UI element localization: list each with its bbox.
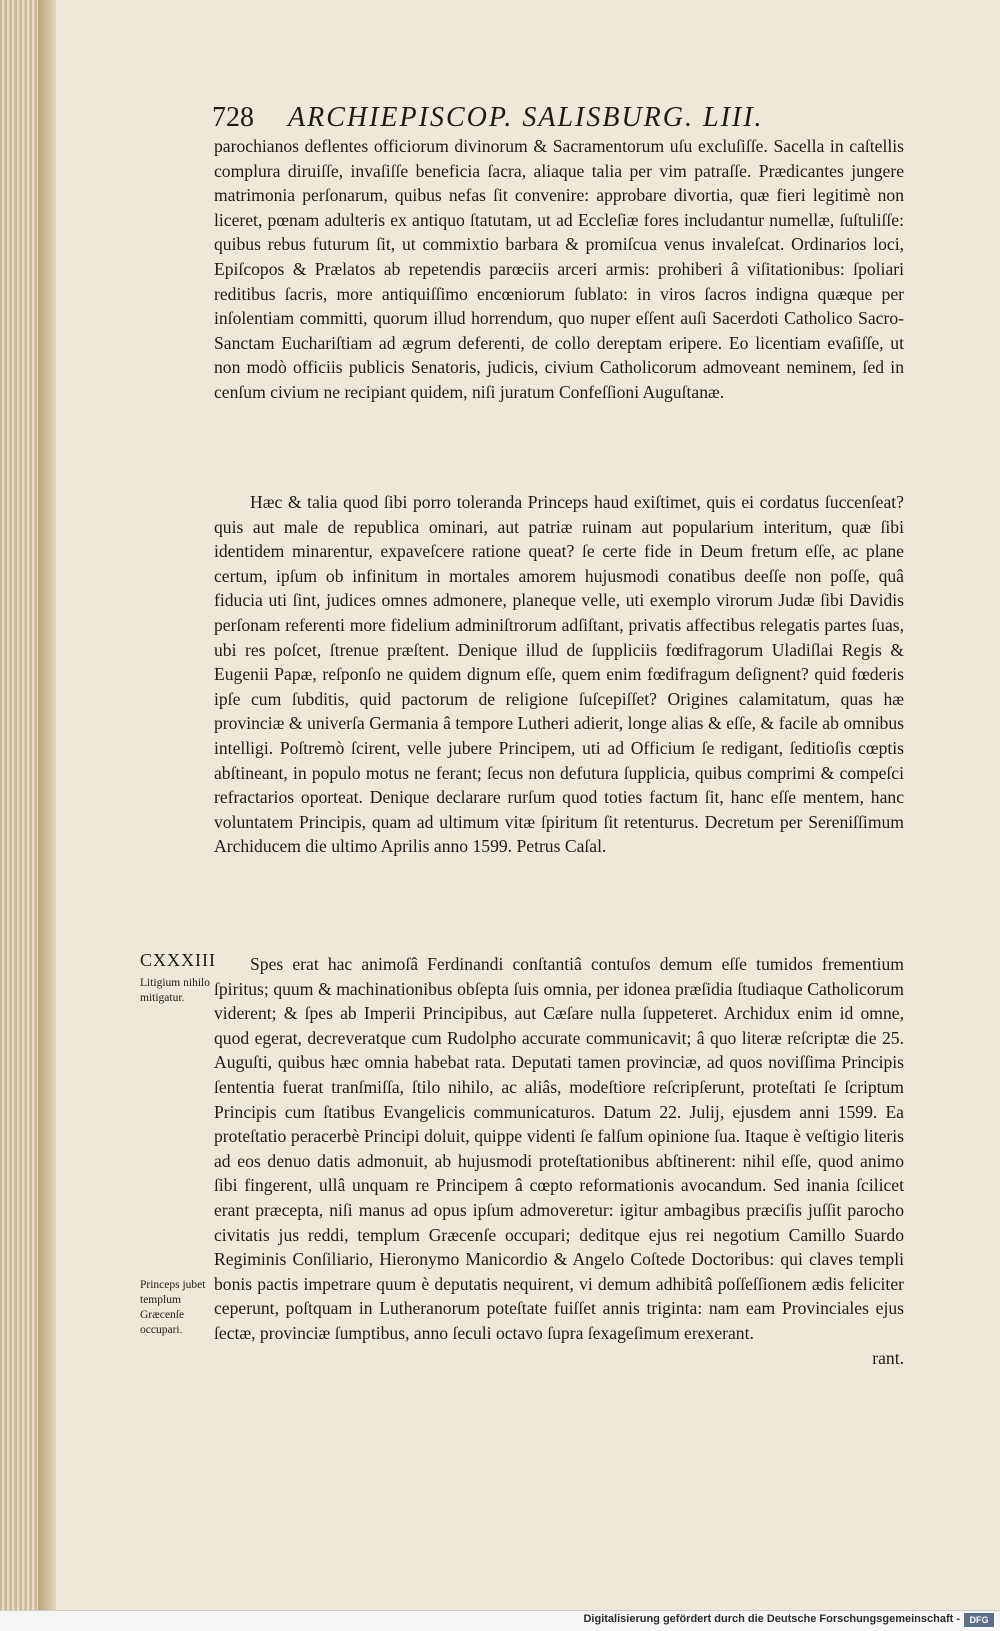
section-number: CXXXIII (140, 950, 216, 970)
paragraph-2 (214, 490, 904, 859)
margin-note: Litigium nihilo mitigatur. (140, 977, 210, 1004)
book-page-edges (0, 0, 40, 1610)
running-title: ARCHIEPISCOP. SALISBURG. LIII. (288, 102, 764, 133)
margin-note: Princeps jubet templum Græcenſe occupari. (140, 1279, 206, 1336)
paragraph-text: Spes erat hac animoſâ Ferdinandi conſtantiâ contuſos demum eſſe tumidos frementium ſpiritus; quum & machinationibus obſepta ſuis omnia, per idonea præſidia ſtudiaque Catholicorum viderent; & ſpes ab Imperii Principibus, aut Cæſare nulla ſuppeteret. Archidux enim id omne, quod egerat, decreveratque cum Rudolpho accurate communicavit; â quo literæ reſcriptæ die 25. Auguſti, quibus hæc omnia habebat rata. Deputati tamen provinciæ, ad quos noviſſima Principis ſententia fuerat tranſmiſſa, ſtilo nihilo, ac aliâs, modeſtiore reſcripſerunt, proteſtati ſe ſcriptum Principis cum ſtatibus Evangelicis communicaturos. Datum 22. Julij, ejusdem anni 1599. Ea proteſtatio peracerbè Principi doluit, quippe videnti ſe falſum opinione ſua. Itaque è veſtigio literis ad eos denuo datis admonuit, ab hujusmodi proteſtationibus abſtinerent: nihil eſſe, quod animo ſibi fingerent, ullâ unquam re Principem â cœpto reformationis avocandum. Sed inania ſcilicet erant præcepta, niſi manus ad opus ipſum admoveretur: igitur ambagibus præciſis juſſit parocho civitatis jus reddi, templum Græcenſe occupari; deditque ejus rei negotium Camillo Suardo Regiminis Conſiliario, Hieronymo Manicordio & Angelo Coſtede Doctoribus: qui claves templi bonis pactis impetrare quum è deputatis nequirent, vi demum adhibitâ poſſeſſionem ædis feliciter ceperunt, poſtquam in Lutheranorum poteſtate fuiſſet annis triginta: nam eam Provinciales ejus ſectæ, provinciæ ſumptibus, anno ſeculi octavo ſupra ſexageſimum erexerant. (214, 954, 904, 1343)
paragraph-text: parochianos deflentes officiorum divinorum & Sacramentorum uſu excluſiſſe. Sacella in caſtellis complura diruiſſe, invaſiſſe beneficia ſacra, aliaque talia per vim patraſſe. Prædicantes jungere matrimonia perſonarum, quibus nefas ſit convenire: approbare divortia, quæ fieri legitimè non liceret, pœnam adulteris ex antiquo ſtatutam, ut ad Eccleſiæ fores includantur numellæ, ſuſtuliſſe: quibus rebus futurum ſit, ut commixtio barbara & promiſcua venus invaleſcat. Ordinarios loci, Epiſcopos & Prælatos ab repetendis parœciis arceri armis: prohiberi â viſitationibus: ſpoliari reditibus ſacris, more antiquiſſimo encœniorum ſublato: in viros ſacros indigna quæque per inſolentiam committi, quorum illud horrendum, quo nuper eſſent auſi Sacerdoti Catholico Sacro-Sanctam Euchariſtiam ad ægrum deferenti, de collo dereptam eripere. Eo licentiam evaſiſſe, ut non modò officiis publicis Senatoris, judicis, civium Catholicorum admoveant neminem, ſed in cenſum civium ne recipiant quidem, niſi juratum Confeſſioni Auguſtanæ. (214, 136, 904, 402)
paragraph-1 (214, 134, 904, 405)
dfg-logo-icon[interactable]: DFG (964, 1613, 994, 1627)
book-gutter (38, 0, 56, 1610)
page-number: 728 (212, 102, 254, 133)
paragraph-text: Hæc & talia quod ſibi porro toleranda Princeps haud exiſtimet, quis ei cordatus ſuccenſeat? quis aut male de republica ominari, aut patriæ ruinam aut popularium interitum, quæ ſibi identidem minarentur, expaveſcere ratione queat? ſe certe fide in Deum fretum eſſe, ac plane certum, ipſum ob infinitum in mortales amorem hujusmodi conatibus deeſſe non poſſe, quâ fiducia uti ſint, judices omnes admonere, planeque velle, uti exemplo virorum Judæ ſibi Davidis perſonam referenti more fidelium adminiſtrorum adſiſtant, privatis affectibus relegatis partes ſuas, ubi res poſcet, ſtrenue præſtent. Denique illud de ſuppliciis fœdifragorum Uladiſlai Regis & Eugenii Papæ, reſponſo ne quidem dignum eſſe, quem enim fœdifragum deſignent? quid fœderis ipſe cum ſubditis, quid pactorum de religione ſuſcepiſſet? Origines calamitatum, quas hæ provinciæ & univerſa Germania â tempore Lutheri adierit, longe alias & eſſe, & facile ab omnibus intelligi. Poſtremò ſcirent, velle jubere Principem, uti ad Officium ſe redigant, ſeditioſis cœptis abſtineant, in populo motus ne ferant; ſecus non defutura ſupplicia, quibus comprimi & compeſci refractarios oporteat. Denique declarare rurſum quod toties factum ſit, hanc eſſe mentem, hanc voluntatem Principis, quam ad ultimum vitæ ſpiritum ſit retenturus. Decretum per Sereniſſimum Archiducem die ultimo Aprilis anno 1599. Petrus Caſal. (214, 492, 904, 857)
funding-credit: Digitalisierung gefördert durch die Deutsche Forschungsgemeinschaft - (583, 1613, 960, 1625)
catchword: rant. (872, 1347, 904, 1368)
paragraph-3 (214, 952, 904, 1370)
footer-bar (0, 1610, 1000, 1631)
